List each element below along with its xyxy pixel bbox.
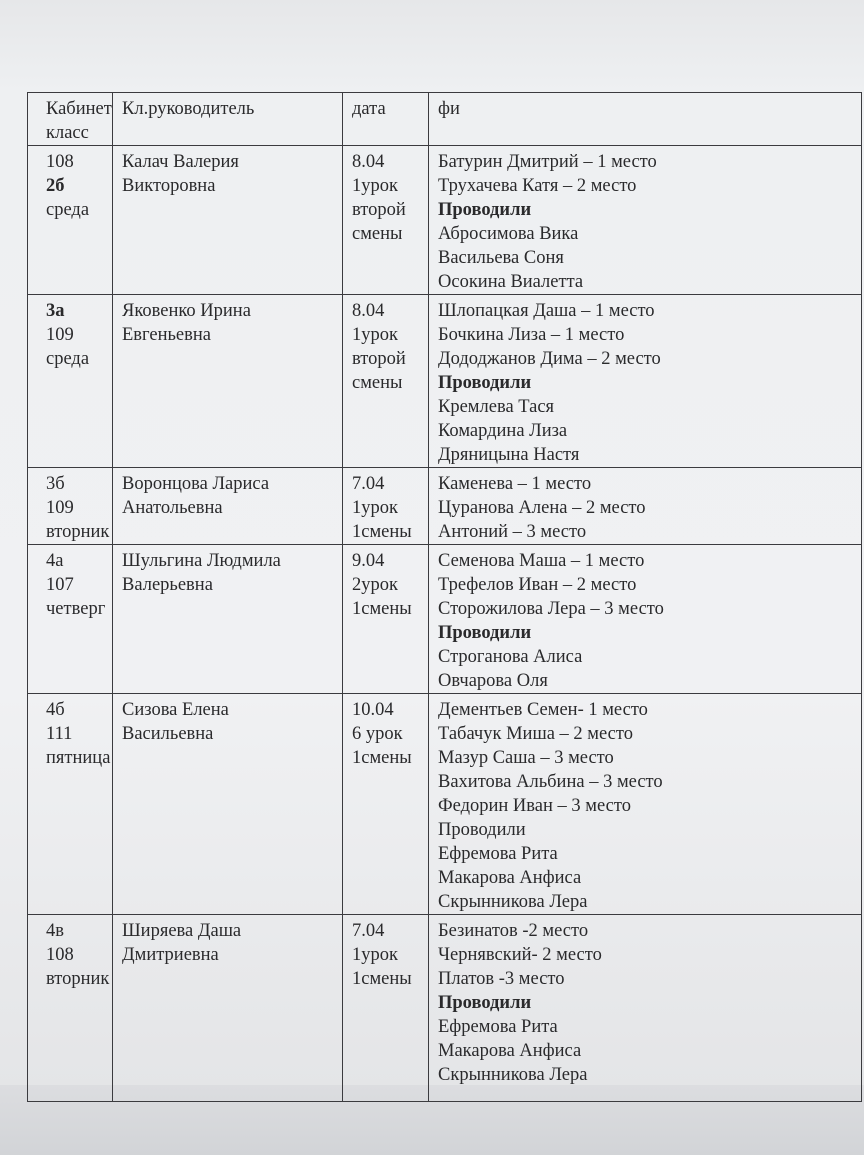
teacher-cell: Шульгина Людмила Валерьевна (113, 545, 343, 694)
table-row (28, 694, 862, 915)
class-info-cell: 3б 109 вторник (28, 468, 113, 545)
date-cell: 8.04 1урок второй смены (343, 295, 429, 468)
date-cell: 7.04 1урок 1смены (343, 915, 429, 1102)
competition-results-table (27, 92, 862, 1102)
names-cell: Батурин Дмитрий – 1 место Трухачева Катя – 2 место Проводили Абросимова Вика Васильева Соня Осокина Виалетта (429, 146, 862, 295)
names-cell: Безинатов -2 место Чернявский- 2 место Платов -3 место Проводили Ефремова Рита Макарова Анфиса Скрынникова Лера (429, 915, 862, 1102)
table-row (28, 915, 862, 1102)
names-cell: Дементьев Семен- 1 место Табачук Миша – 2 место Мазур Саша – 3 место Вахитова Альбина – 3 место Федорин Иван – 3 место Проводили Ефремова Рита Макарова Анфиса Скрынникова Лера (429, 694, 862, 915)
header-names: фи (429, 93, 862, 146)
teacher-cell: Яковенко Ирина Евгеньевна (113, 295, 343, 468)
names-cell: Шлопацкая Даша – 1 место Бочкина Лиза – 1 место Дододжанов Дима – 2 место Проводили Кремлева Тася Комардина Лиза Дряницына Настя (429, 295, 862, 468)
teacher-cell: Ширяева Даша Дмитриевна (113, 915, 343, 1102)
header-teacher: Кл.руководитель (113, 93, 343, 146)
class-info-cell: 4а 107 четверг (28, 545, 113, 694)
date-cell: 10.04 6 урок 1смены (343, 694, 429, 915)
teacher-cell: Сизова Елена Васильевна (113, 694, 343, 915)
table-row (28, 468, 862, 545)
table-row (28, 545, 862, 694)
date-cell: 8.04 1урок второй смены (343, 146, 429, 295)
class-info-cell: 4б 111 пятница (28, 694, 113, 915)
header-row (28, 93, 862, 146)
header-date: дата (343, 93, 429, 146)
class-info-cell: 3а 109 среда (28, 295, 113, 468)
table-row (28, 295, 862, 468)
class-info-cell: 108 2б среда (28, 146, 113, 295)
teacher-cell: Калач Валерия Викторовна (113, 146, 343, 295)
date-cell: 9.04 2урок 1смены (343, 545, 429, 694)
teacher-cell: Воронцова Лариса Анатольевна (113, 468, 343, 545)
names-cell: Каменева – 1 место Цуранова Алена – 2 место Антоний – 3 место (429, 468, 862, 545)
class-info-cell: 4в 108 вторник (28, 915, 113, 1102)
date-cell: 7.04 1урок 1смены (343, 468, 429, 545)
table-row (28, 146, 862, 295)
header-cabinet-class: Кабинет класс (28, 93, 113, 146)
names-cell: Семенова Маша – 1 место Трефелов Иван – 2 место Сторожилова Лера – 3 место Проводили Строганова Алиса Овчарова Оля (429, 545, 862, 694)
